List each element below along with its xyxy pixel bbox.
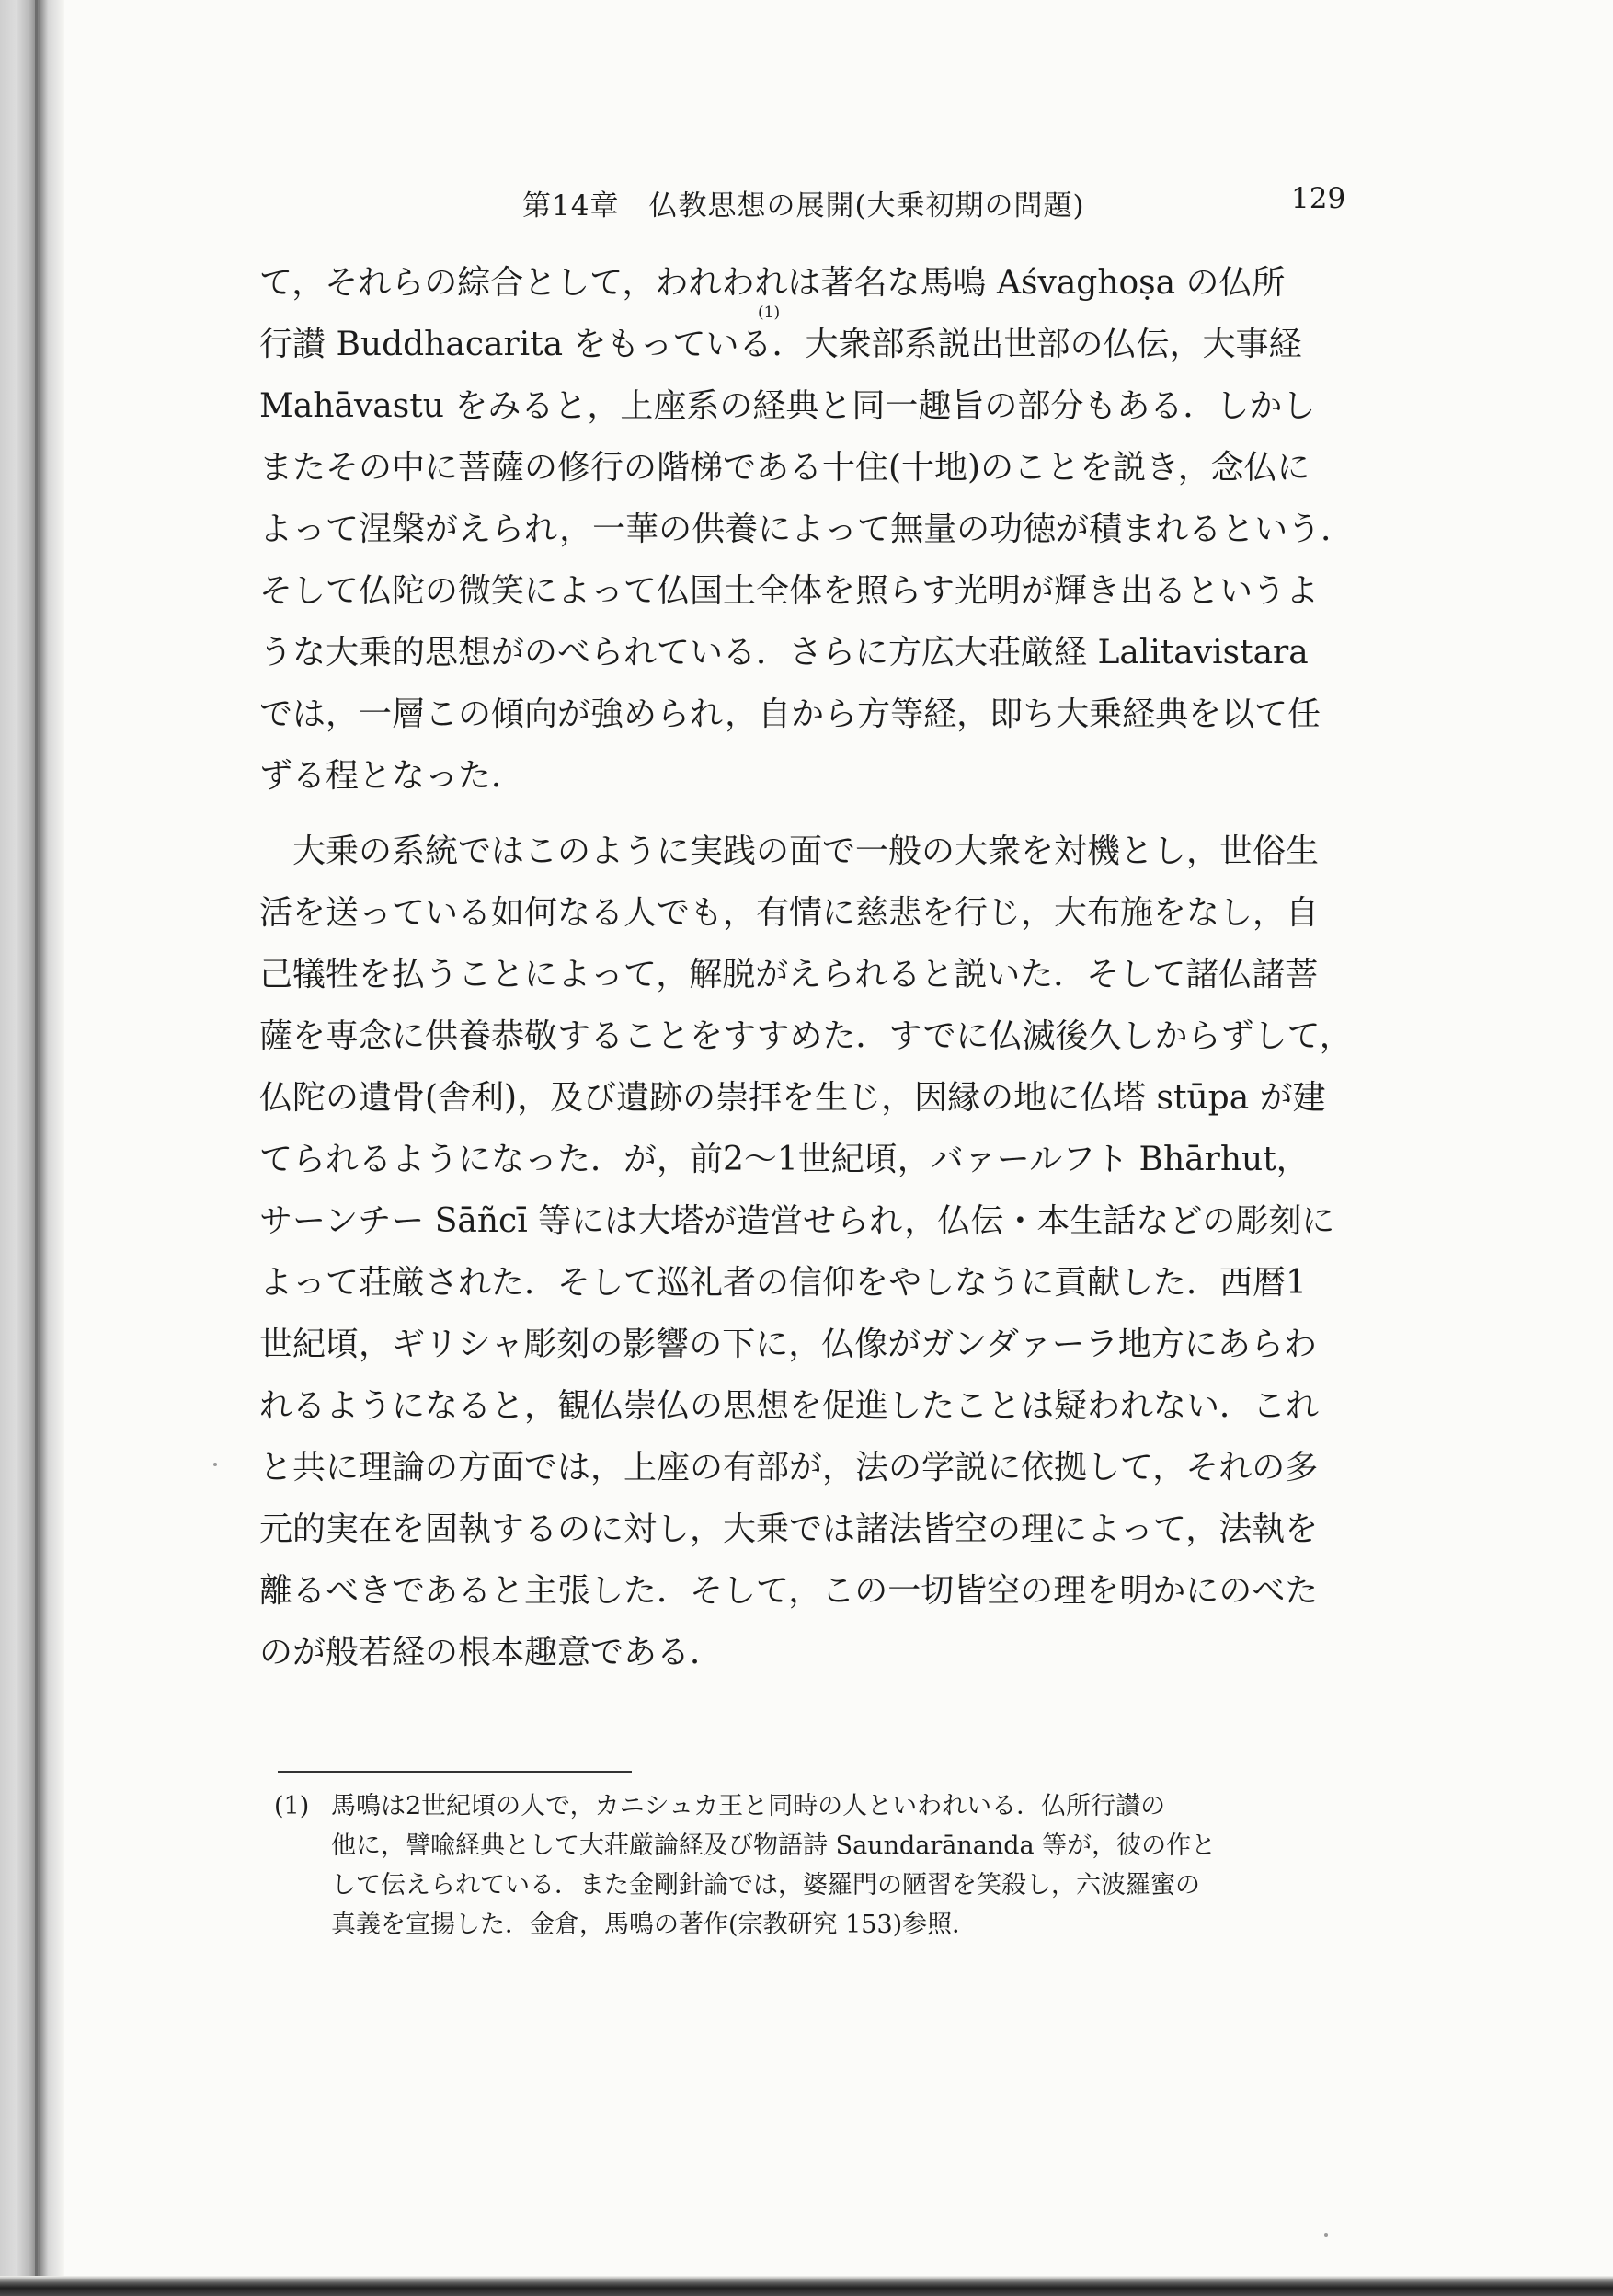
text-line: そして仏陀の微笑によって仏国土全体を照らす光明が輝き出るというよ [259, 572, 1320, 610]
text-line: うな大乗的思想がのべられている．さらに方広大荘厳経 Lalitavistara [259, 634, 1309, 672]
footnote-reference-marker: (1) [758, 304, 781, 322]
footnote-number: (1) [274, 1792, 310, 1820]
text-line: 活を送っている如何なる人でも，有情に慈悲を行じ，大布施をなし，自 [259, 894, 1320, 932]
text-line: では，一層この傾向が強められ，自から方等経，即ち大乗経典を以て任 [259, 695, 1321, 733]
text-line: て，それらの綜合として，われわれは著名な馬鳴 Aśvaghoṣa の仏所 [259, 264, 1286, 302]
text-line: れるようになると，観仏崇仏の思想を促進したことは疑われない．これ [259, 1387, 1320, 1425]
scan-speck [213, 1463, 217, 1466]
body-text [259, 252, 1372, 1683]
paragraph-start-line: 大乗の系統ではこのように実践の面で一般の大衆を対機とし，世俗生 [259, 832, 1320, 870]
scan-speck [1324, 2233, 1328, 2237]
text-line: よって荘厳された．そして巡礼者の信仰をやしなうに貢献した．西暦1 [259, 1264, 1307, 1302]
binding-edge-line [35, 0, 38, 2296]
text-line: のが般若経の根本趣意である． [259, 1634, 724, 1671]
binding-gutter [0, 0, 64, 2296]
text-line: Mahāvastu をみると，上座系の経典と同一趣旨の部分もある．しかし [259, 387, 1316, 425]
footnote [274, 1786, 1378, 1945]
chapter-title: 第14章 仏教思想の展開(大乗初期の問題) [522, 189, 1085, 223]
footnote-line: 他に，譬喩経典として大荘厳論経及び物語詩 Saundarānanda 等が，彼の作と [331, 1831, 1217, 1860]
text-line: てられるようになった．が，前2〜1世紀頃，バァールフト Bhārhut， [259, 1141, 1310, 1178]
text-line: 行讃 Buddhacarita をもっている．大衆部系説出世部の仏伝，大事経 [259, 326, 1302, 363]
footnote-separator [278, 1771, 632, 1773]
footnote-first-line [274, 1786, 1378, 1826]
footnote-text: 馬鳴は2世紀頃の人で，カニシュカ王と同時の人といわれいる．仏所行讃の [331, 1792, 1166, 1820]
footnote-line: して伝えられている．また金剛針論では，婆羅門の陋習を笑殺し，六波羅蜜の [331, 1871, 1200, 1900]
text-line: 薩を専念に供養恭敬することをすすめた．すでに仏滅後久しからずして， [259, 1017, 1353, 1055]
text-line: またその中に菩薩の修行の階梯である十住(十地)のことを説き，念仏に [259, 449, 1310, 487]
text-line: 元的実在を固執するのに対し，大乗では諸法皆空の理によって，法執を [259, 1510, 1319, 1548]
text-line: と共に理論の方面では，上座の有部が，法の学説に依拠して，それの多 [259, 1449, 1319, 1487]
running-header [0, 182, 1613, 228]
text-line: サーンチー Sāñcī 等には大塔が造営せられ，仏伝・本生話などの彫刻に [259, 1202, 1335, 1240]
text-line: 離るべきであると主張した．そして，この一切皆空の理を明かにのべた [259, 1572, 1319, 1610]
text-line: 己犠牲を払うことによって，解脱がえられると説いた．そして諸仏諸菩 [259, 956, 1319, 993]
text-line: 世紀頃，ギリシャ彫刻の影響の下に，仏像がガンダァーラ地方にあらわ [259, 1326, 1317, 1363]
text-line: 仏陀の遺骨(舎利)，及び遺跡の崇拝を生じ，因縁の地に仏塔 stūpa が建 [259, 1079, 1326, 1117]
page-bottom-edge [0, 2276, 1613, 2296]
text-line: ずる程となった． [259, 757, 525, 795]
page-number: 129 [1291, 182, 1346, 215]
footnote-line: 真義を宣揚した．金倉，馬鳴の著作(宗教研究 153)参照． [331, 1911, 978, 1939]
text-line: よって涅槃がえられ，一華の供養によって無量の功徳が積まれるという． [259, 511, 1355, 548]
